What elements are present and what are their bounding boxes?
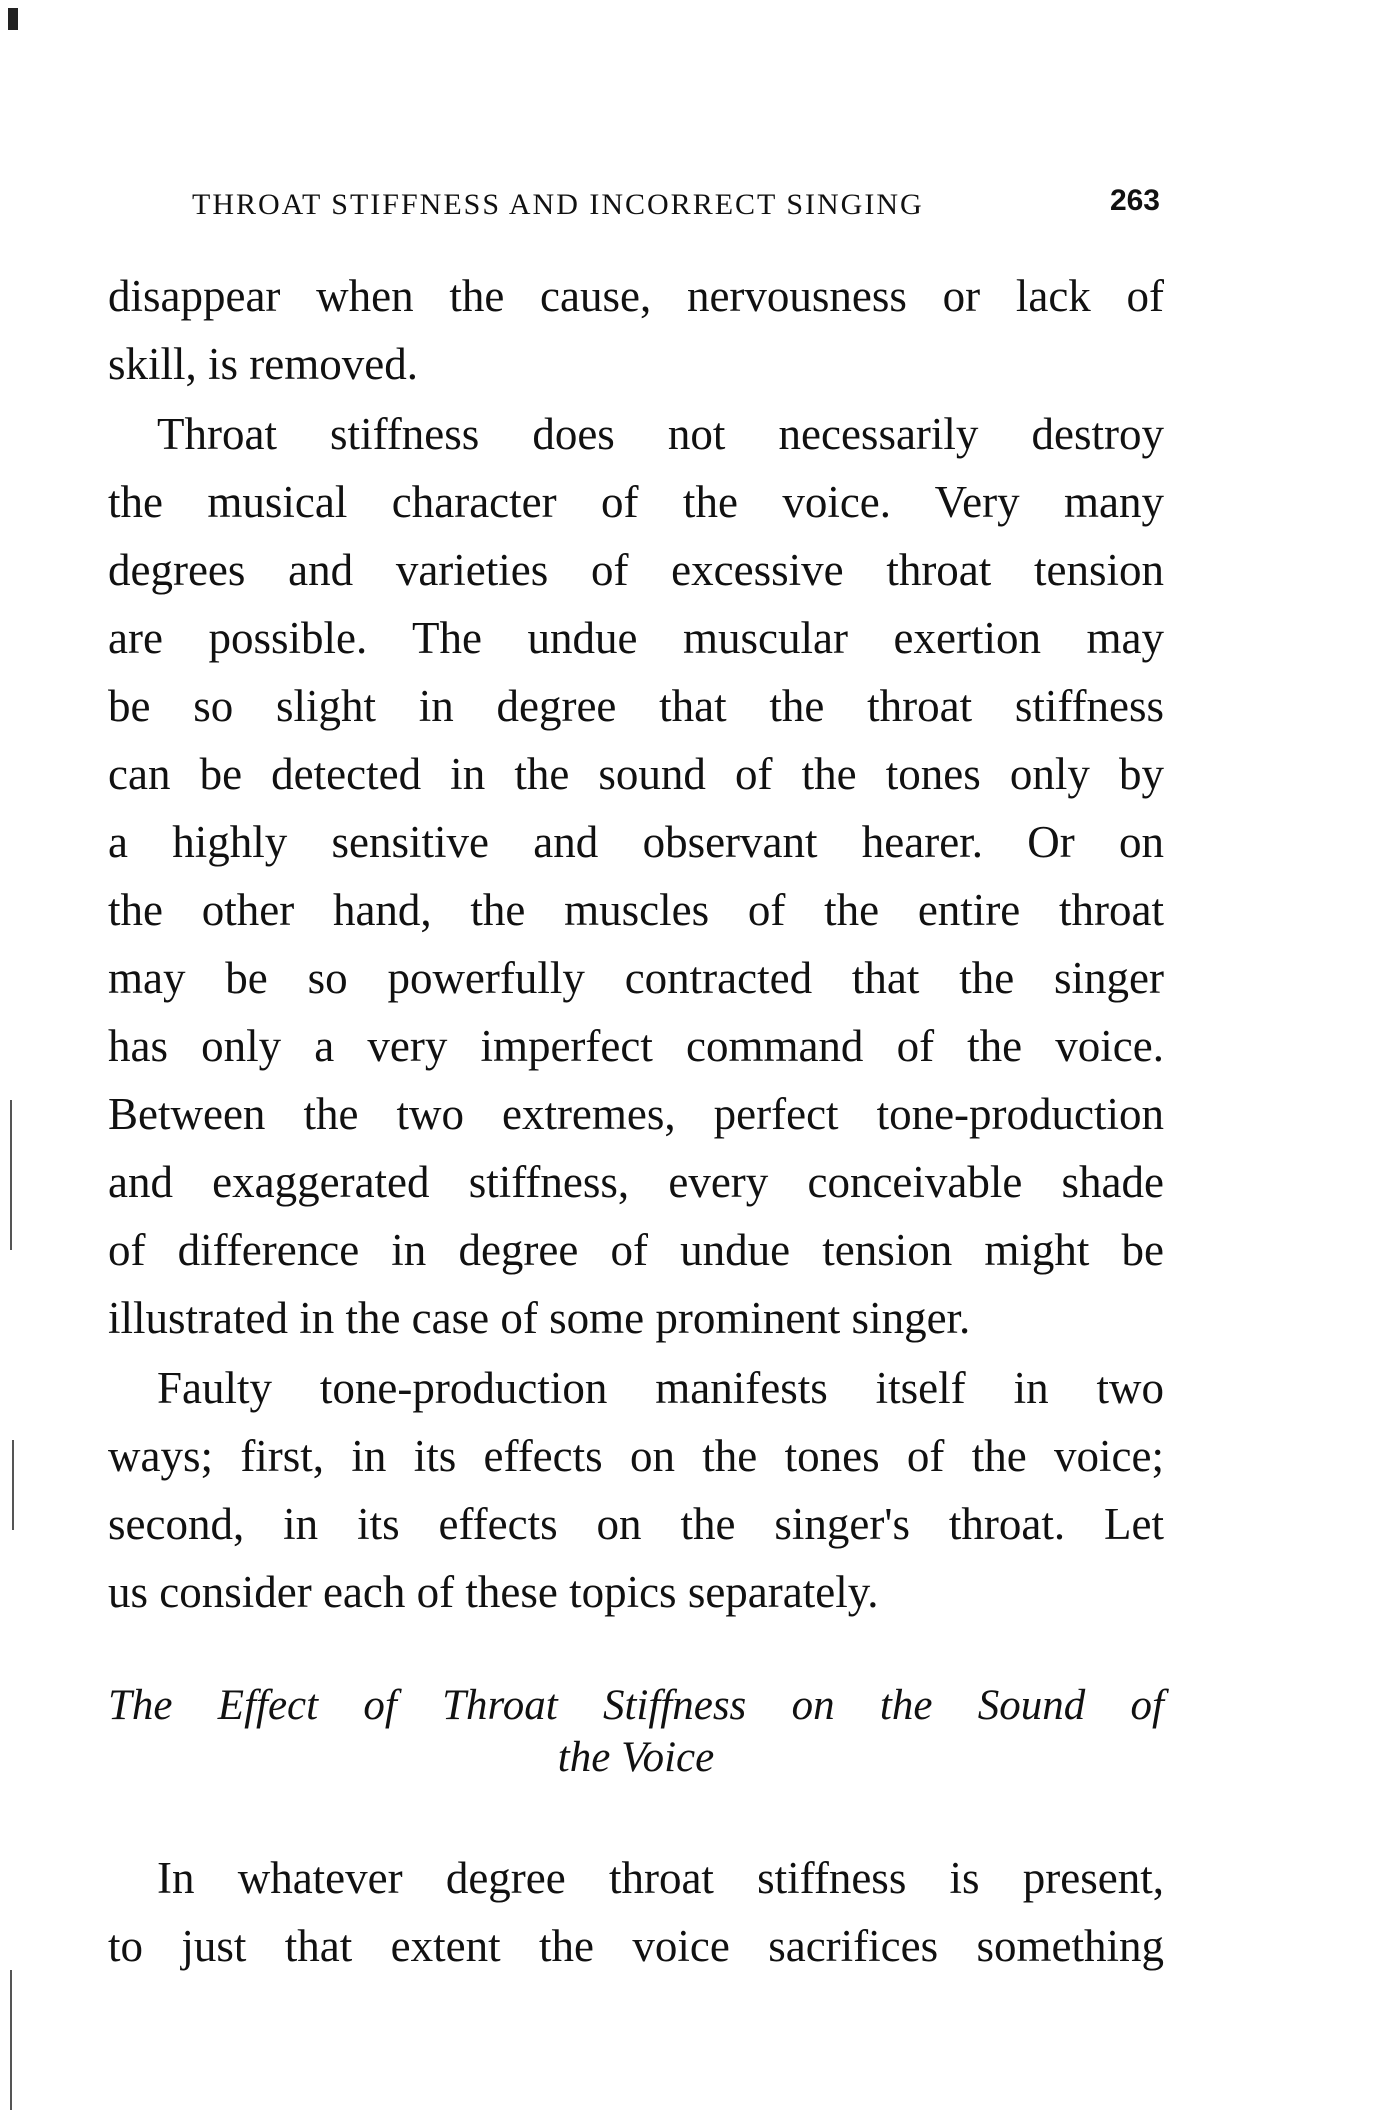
text-line: are possible. The undue muscular exertion may	[108, 613, 1164, 663]
text-line: In whatever degree throat stiffness is present,	[157, 1853, 1164, 1903]
text-line: can be detected in the sound of the tones only by	[108, 749, 1164, 799]
section-heading-line-2: the Voice	[557, 1734, 715, 1781]
text-line: to just that extent the voice sacrifices something	[108, 1921, 1164, 1971]
page-number: 263	[1109, 184, 1160, 217]
scan-artifact-corner	[8, 8, 18, 30]
text-line: ways; first, in its effects on the tones of the voice;	[108, 1431, 1164, 1481]
text-line: disappear when the cause, nervousness or lack of	[108, 271, 1164, 321]
text-line: Between the two extremes, perfect tone-production	[108, 1089, 1164, 1139]
running-head	[180, 184, 1160, 228]
text-line: degrees and varieties of excessive throat tension	[108, 545, 1164, 595]
scan-artifact-gutter-line	[12, 1440, 14, 1530]
text-line: Throat stiffness does not necessarily destroy	[157, 409, 1164, 459]
text-line: be so slight in degree that the throat stiffness	[108, 681, 1164, 731]
scan-artifact-gutter-line	[10, 1970, 12, 2110]
text-line: the musical character of the voice. Very many	[108, 477, 1164, 527]
text-line: illustrated in the case of some prominent singer.	[108, 1293, 971, 1343]
scan-artifact-gutter-line	[10, 1100, 12, 1250]
running-head-title: THROAT STIFFNESS AND INCORRECT SINGING	[192, 188, 924, 221]
text-line: a highly sensitive and observant hearer. Or on	[108, 817, 1164, 867]
text-line: Faulty tone-production manifests itself in two	[157, 1363, 1164, 1413]
text-line: second, in its effects on the singer's throat. Let	[108, 1499, 1164, 1549]
text-line: and exaggerated stiffness, every conceivable shade	[108, 1157, 1164, 1207]
text-line: has only a very imperfect command of the voice.	[108, 1021, 1164, 1071]
text-line: the other hand, the muscles of the entire throat	[108, 885, 1164, 935]
text-line: may be so powerfully contracted that the singer	[108, 953, 1164, 1003]
text-line: skill, is removed.	[108, 339, 418, 389]
section-heading-line-1: The Effect of Throat Stiffness on the Sound of	[108, 1682, 1164, 1729]
text-line: of difference in degree of undue tension might be	[108, 1225, 1164, 1275]
text-line: us consider each of these topics separately.	[108, 1567, 879, 1617]
